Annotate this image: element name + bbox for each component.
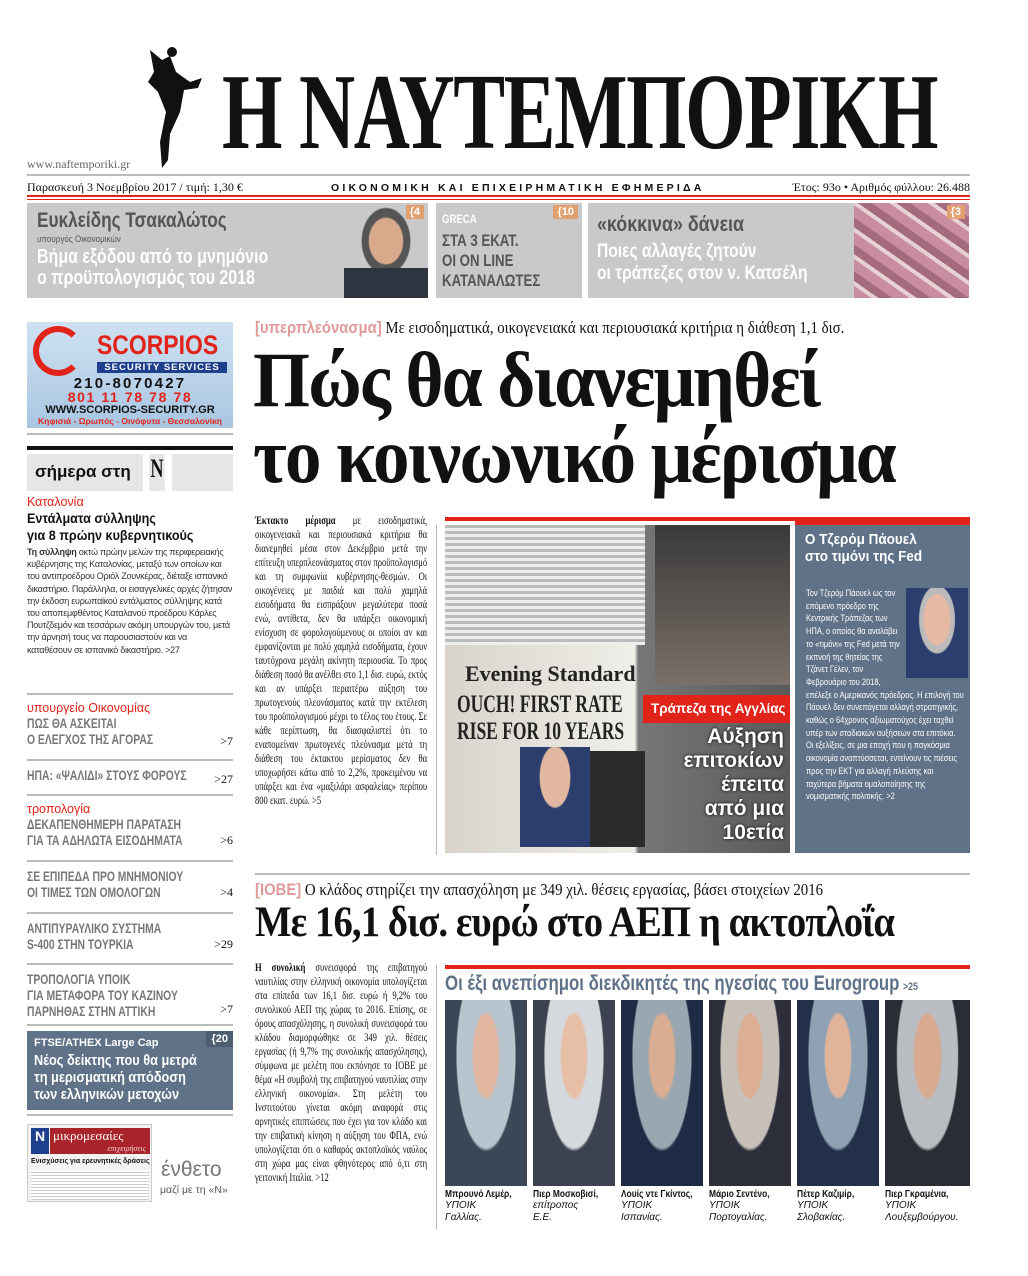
caption-moscovici: Πιερ Μοσκοβισί, επίτροπος Ε.Ε. xyxy=(533,1188,599,1223)
today-label: σήμερα στη xyxy=(27,454,143,491)
story-body: Τη σύλληψη οκτώ πρώην μελών της περιφερειακής κυβέρνησης της Καταλονίας, μεταξύ των οποίων και του αντιπροέδρου Οριόλ Ζουνκέρας, διέταξε ισπανικό δικαστήριο. Παράλληλα, οι εισαγγελικές αρχές ζήτησαν την έκδοση ευρωπαϊκού εντάλματος σύλληψης κατά του αποπεμφθέντος Καταλανού προέδρου Κάρλες Πουτζδεμόν και τεσσάρων ακόμη υπουργών του, μετά την άρνησή τους να παρουσιαστούν και να καταθέσουν σε ισπανικό δικαστήριο. >27 xyxy=(27,547,233,655)
eurogroup-title[interactable]: Οι έξι ανεπίσημοι διεκδικητές της ηγεσίας του Eurogroup >25 xyxy=(445,972,918,995)
ad-brand: SCORPIOS xyxy=(97,330,219,360)
red-rule xyxy=(27,195,970,200)
teaser-headline: Ποιες αλλαγές ζητούν οι τράπεζες στον ν. Κατσέλη xyxy=(597,241,808,284)
main-article-body: Έκτακτο μέρισμα με εισοδηματικά, οικογενειακά και περιουσιακά κριτήρια θα διανεμηθεί μέσα στον Δεκέμβριο μετά την επίτευξη υπερπλεονάσματος στον προϋπολογισμό και τη συμφωνία κυβέρνησης-θεσμών. Οι οικογένειες με παιδιά και πολύ χαμηλά εισοδήματα θα εισπράξουν μεγαλύτερα ποσά ενώ, αντίθετα, δεν θα υπάρξει οικονομική ενίσχυση σε φορολογούμενους οι οποίοι αν και εμφανίζονται με πολύ χαμηλά εισοδήματα, έχουν ταυτόχρονα μεγάλη ακίνητη περιουσία. Το προς διάθεση ποσό θα ανέλθει στο 1,1 δισ. ευρώ, εκτός και αν υπάρξει περαιτέρω αύξηση του πρωτογενούς πλεονάσματος κατά την εκτέλεση του προϋπολογισμού μέχρι το τέλος του έτους. Σε κάθε περίπτωση, θα διασφαλιστεί ότι το εναπομείναν πρωτογενές πλεόνασμα μετά τη διάθεση του έκτακτου μερίσματος δεν θα υποχωρήσει κάτω από το 2,2%, προκειμένου να υπάρξει και ένα «μαξιλάρι ασφαλείας» περίπου 800 εκατ. ευρώ. >5 xyxy=(255,515,428,807)
date-price: Παρασκευή 3 Νοεμβρίου 2017 / τιμή: 1,30 € xyxy=(27,180,243,194)
paper-headline: OUCH! FIRST RATE RISE FOR 10 YEARS xyxy=(457,691,625,745)
story-title: Εντάλματα σύλληψης για 8 πρώην κυβερνητικούς xyxy=(27,510,194,543)
page-ref: {4 xyxy=(406,205,424,219)
fed-title: Ο Τζερόμ Πάουελ στο τιμόνι της Fed xyxy=(804,531,923,565)
n-logo: N xyxy=(149,454,164,491)
ad-sub: SECURITY SERVICES xyxy=(97,362,227,373)
teaser-greca[interactable] xyxy=(436,203,582,298)
paper-masthead: Evening Standard xyxy=(465,661,636,686)
page-ref: {3 xyxy=(947,205,965,219)
divider xyxy=(27,1024,233,1026)
insert-cover: N μικρομεσαίες επιχειρήσεις Ενισχύσεις για ερευνητικές δράσεις xyxy=(27,1124,152,1202)
evening-standard-photo[interactable] xyxy=(445,525,790,853)
ad-website: WWW.SCORPIOS-SECURITY.GR xyxy=(45,404,215,416)
portrait-gramegna xyxy=(885,1000,970,1186)
ad-phone: 801 11 78 78 78 xyxy=(67,389,193,405)
scorpios-ad[interactable] xyxy=(27,322,233,428)
fed-box[interactable] xyxy=(795,521,970,853)
ftse-kicker: FTSE/ATHEX Large Cap xyxy=(34,1037,159,1049)
photo-headline: Αύξηση επιτοκίων έπειτα από μια 10ετία xyxy=(683,725,784,844)
fed-body: Τον Τζερόμ Πάουελ ως τον επόμενο πρόεδρο της Κεντρικής Τράπεζας των ΗΠΑ, ο οποίος θα αναλάβει το «τιμόνι» της Fed μετά την εκπνοή της θητείας της Τζάνετ Γέλεν, τον Φεβρουάριο του 2018, επέλεξε ο Αμερικανός πρόεδρος. Η επιλογή του Πάουελ δεν συνεπάγεται αλλαγή στρατηγικής, καθώς ο 64χρονος αξιωματούχος έχει ταχθεί υπέρ των σταδιακών αυξήσεων στα επιτόκια. Οι εξελίξεις, σε μια εποχή που η παγκόσμια οικονομία αναπτύσσεται, εντείνουν τις πιέσεις προς την ΕΚΤ για αλλαγή πλεύσης και ταχύτερα βήματα ομαλοποίησης της νομισματικής πολιτικής. >2 xyxy=(806,587,964,802)
portrait-kazimir xyxy=(797,1000,879,1186)
teaser-tsakalotos[interactable] xyxy=(27,203,428,298)
portrait-moscovici xyxy=(533,1000,615,1186)
caption-centeno: Μάριο Σεντένο, ΥΠΟΙΚ Πορτογαλίας. xyxy=(709,1188,770,1223)
story-bonds[interactable]: ΣΕ ΕΠΙΠΕΔΑ ΠΡΟ ΜΝΗΜΟΝΙΟΥ ΟΙ ΤΙΜΕΣ ΤΩΝ ΟΜΟΛΟΓΩΝ >4 xyxy=(27,860,233,902)
portrait-de-guindos xyxy=(621,1000,703,1186)
story-market-control[interactable]: υπουργείο Οικονομίας ΠΩΣ ΘΑ ΑΣΚΕΙΤΑΙ Ο ΕΛΕΓΧΟΣ ΤΗΣ ΑΓΟΡΑΣ >7 xyxy=(27,693,233,751)
red-rule xyxy=(445,965,970,969)
ftse-box[interactable] xyxy=(27,1031,233,1110)
newspaper-title: Η ΝΑΥΤΕΜΠΟΡΙΚΗ xyxy=(222,53,938,172)
portrait-centeno xyxy=(709,1000,791,1186)
today-banner xyxy=(27,446,233,490)
teaser-role: υπουργός Οικονομικών xyxy=(37,234,121,245)
caption-de-guindos: Λουίς ντε Γκίντος, ΥΠΟΙΚ Ισπανίας. xyxy=(621,1188,693,1223)
second-article-body: Η συνολική συνεισφορά της επιβατηγού ναυτιλίας στην ελληνική οικονομία υπολογίζεται στα επίπεδα των 16,1 δισ. ευρώ ή 9,2% του συνολικού ΑΕΠ της χώρας το 2016. Επίσης, σε όρους απασχόλησης, η συνολική συνεισφορά του κλάδου διαμορφώθηκε σε 349 χιλ. θέσεις εργασίας (ή 9,7% της συνολικής απασχόλησης), σύμφωνα με μελέτη που εκπόνησε το ΙΟΒΕ με θέμα «Η συμβολή της επιβατηγού ναυτιλίας στην ελληνική οικονομία». Στη μελέτη του Ινστιτούτου γίνεται ακόμη αναφορά στις αρνητικές επιπτώσεις που έχει για τον κλάδο και την επιβατική κίνηση η αύξηση του ΦΠΑ, ενώ υπολογίζεται ότι ο καθαρός ακτοπλοϊκός ναύλος στη χώρα μας είναι φθηνότερος από ό,τι στη γειτονική Ιταλία. >12 xyxy=(255,962,428,1184)
ad-phone: 210-8070427 xyxy=(73,375,187,392)
column-divider xyxy=(436,965,437,1230)
story-us-taxes[interactable]: ΗΠΑ: «ΨΑΛΙΔΙ» ΣΤΟΥΣ ΦΟΡΟΥΣ >27 xyxy=(27,759,233,789)
teaser-name: Ευκλείδης Τσακαλώτος xyxy=(37,209,227,232)
main-headline[interactable]: Πώς θα διανεμηθεί το κοινωνικό μέρισμα xyxy=(253,336,895,499)
page-ref: {10 xyxy=(553,205,578,219)
insert-promo[interactable] xyxy=(27,1120,233,1202)
divider xyxy=(27,174,970,176)
website-url[interactable]: www.naftemporiki.gr xyxy=(27,157,131,171)
divider xyxy=(255,873,970,875)
teaser-headline: Βήμα εξόδου από το μνημόνιο ο προϋπολογισμός του 2018 xyxy=(37,246,269,289)
caption-lemaire: Μπρουνό Λεμέρ, ΥΠΟΙΚ Γαλλίας. xyxy=(445,1188,512,1223)
hermes-logo-icon xyxy=(140,42,208,170)
tagline: ΟΙΚΟΝΟΜΙΚΗ ΚΑΙ ΕΠΙΧΕΙΡΗΜΑΤΙΚΗ ΕΦΗΜΕΡΙΔΑ xyxy=(330,181,705,194)
teaser-kicker: GRECA xyxy=(442,212,477,226)
caption-gramegna: Πιερ Γκραμένια, ΥΠΟΙΚ Λουξεμβούργου. xyxy=(885,1188,959,1223)
insert-label: ένθετο xyxy=(161,1158,222,1181)
insert-note: μαζί με τη «Ν» xyxy=(160,1184,228,1196)
year-issue: Έτος: 93ο • Αριθμός φύλλου: 26.488 xyxy=(792,180,970,194)
story-casino[interactable]: ΤΡΟΠΟΛΟΓΙΑ ΥΠΟΙΚ ΓΙΑ ΜΕΤΑΦΟΡΑ ΤΟΥ ΚΑΖΙΝΟΥ ΠΑΡΝΗΘΑΣ ΣΤΗΝ ΑΤΤΙΚΗ >7 xyxy=(27,963,233,1019)
story-catalonia[interactable] xyxy=(27,495,233,656)
dateline xyxy=(27,180,970,195)
story-extension[interactable]: τροπολογία ΔΕΚΑΠΕΝΘΗΜΕΡΗ ΠΑΡΑΤΑΣΗ ΓΙΑ ΤΑ ΑΔΗΛΩΤΑ ΕΙΣΟΔΗΜΑΤΑ >6 xyxy=(27,794,233,850)
teaser-red-loans[interactable] xyxy=(588,203,969,298)
ftse-headline: Νέος δείκτης που θα μετρά τη μερισματική απόδοση των ελληνικών μετοχών xyxy=(34,1053,197,1103)
teaser-title: «κόκκινα» δάνεια xyxy=(597,213,744,236)
caption-kazimir: Πέτερ Καζιμίρ, ΥΠΟΙΚ Σλοβακίας. xyxy=(797,1188,855,1223)
second-kicker: [ΙΟΒΕ] Ο κλάδος στηρίζει την απασχόληση με 349 χιλ. θέσεις εργασίας, βάσει στοιχείων 2016 xyxy=(255,880,824,899)
page-ref: {20 xyxy=(206,1031,233,1047)
second-headline[interactable]: Με 16,1 δισ. ευρώ στο ΑΕΠ η ακτοπλοΐα xyxy=(255,899,895,946)
ad-locations: Κηφισιά - Ωρωπός - Οινόφυτα - Θεσσαλονίκη xyxy=(37,416,222,426)
photo-label: Τράπεζα της Αγγλίας xyxy=(643,695,790,723)
column-divider xyxy=(436,525,437,855)
story-kicker: Καταλονία xyxy=(27,495,84,509)
story-s400[interactable]: ΑΝΤΙΠΥΡΑΥΛΙΚΟ ΣΥΣΤΗΜΑ S-400 ΣΤΗΝ ΤΟΥΡΚΙΑ >29 xyxy=(27,912,233,954)
portrait-lemaire xyxy=(445,1000,527,1186)
main-kicker: [υπερπλεόνασμα] Με εισοδηματικά, οικογενειακά και περιουσιακά κριτήρια η διάθεση 1,1 δισ. xyxy=(255,318,845,337)
teaser-headline: ΣΤΑ 3 ΕΚΑΤ. ΟΙ ON LINE ΚΑΤΑΝΑΛΩΤΕΣ xyxy=(442,231,541,290)
divider xyxy=(27,433,233,435)
scorpion-icon xyxy=(33,326,83,376)
divider xyxy=(27,1114,233,1116)
